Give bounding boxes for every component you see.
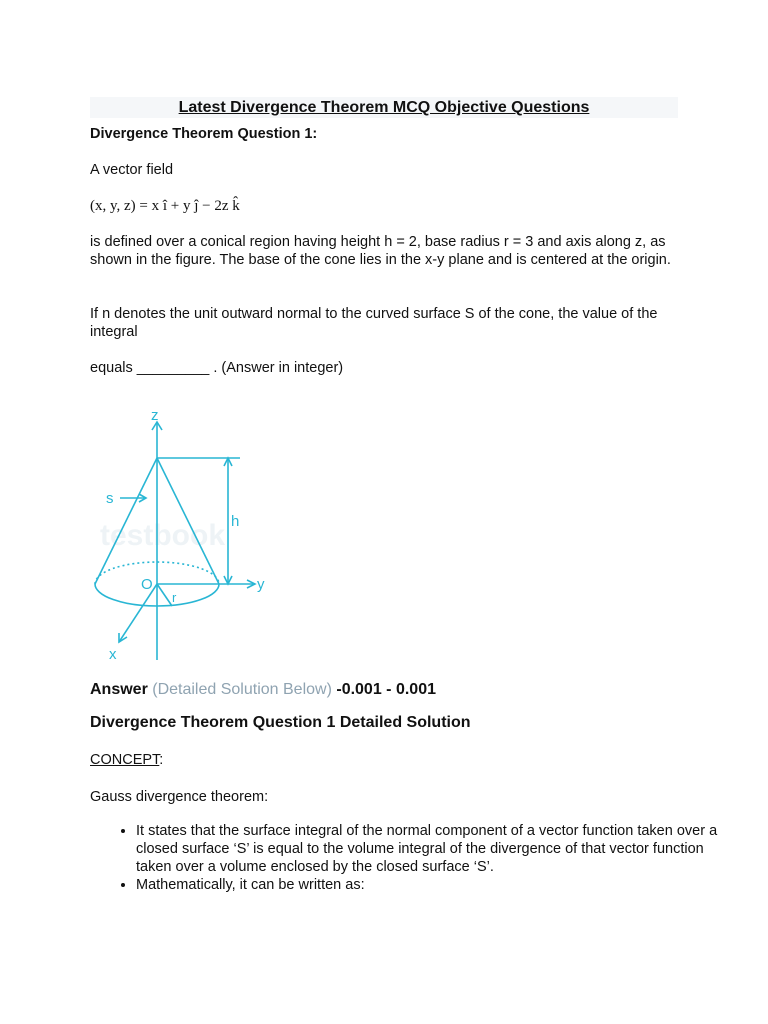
watermark-text: testbook xyxy=(100,519,226,552)
cone-figure xyxy=(90,400,290,669)
answer-label: Answer xyxy=(90,681,148,698)
label-y: y xyxy=(257,576,265,593)
concept-colon: : xyxy=(159,752,164,768)
bullet-list xyxy=(90,822,724,894)
label-r: r xyxy=(172,590,177,605)
concept-line xyxy=(90,751,678,769)
label-x: x xyxy=(109,646,117,663)
vector-field-expression: (x, y, z) = x î + y ĵ − 2z k̂ xyxy=(90,198,240,214)
page-title: Latest Divergence Theorem MCQ Objective Questions xyxy=(178,99,590,116)
answer-value: -0.001 - 0.001 xyxy=(336,681,436,698)
title-bar xyxy=(90,97,678,118)
answer-line xyxy=(90,681,678,699)
radius-line xyxy=(157,584,172,606)
gauss-theorem-line: Gauss divergence theorem: xyxy=(90,789,269,805)
label-z: z xyxy=(151,407,159,424)
intro-text: A vector field xyxy=(90,162,174,178)
x-axis-arrow xyxy=(119,633,127,642)
list-item: • Mathematically, it can be written as: xyxy=(136,876,724,894)
label-o: O xyxy=(141,576,153,593)
cone-diagram xyxy=(90,400,290,665)
list-item: • It states that the surface integral of the normal component of a vector function taken over a closed surface ‘S’ is equal to the volume integral of the divergence of that vector function taken over a volume enclosed by the closed surface ‘S’. xyxy=(136,822,724,876)
label-s: s xyxy=(106,490,114,507)
label-h: h xyxy=(231,513,240,530)
solution-heading: Divergence Theorem Question 1 Detailed Solution xyxy=(90,714,471,731)
problem-paragraph-1: is defined over a conical region having height h = 2, base radius r = 3 and axis along z, as shown in the figure. The base of the cone lies in the x-y plane and is centered at the origin. xyxy=(90,234,671,268)
concept-label: CONCEPT xyxy=(90,752,160,768)
answer-note: (Detailed Solution Below) xyxy=(152,681,332,698)
question-label: Divergence Theorem Question 1: xyxy=(90,126,318,142)
problem-paragraph-2: If n denotes the unit outward normal to the curved surface S of the cone, the value of the integral xyxy=(90,306,658,340)
problem-paragraph-3: equals _________ . (Answer in integer) xyxy=(90,360,344,376)
